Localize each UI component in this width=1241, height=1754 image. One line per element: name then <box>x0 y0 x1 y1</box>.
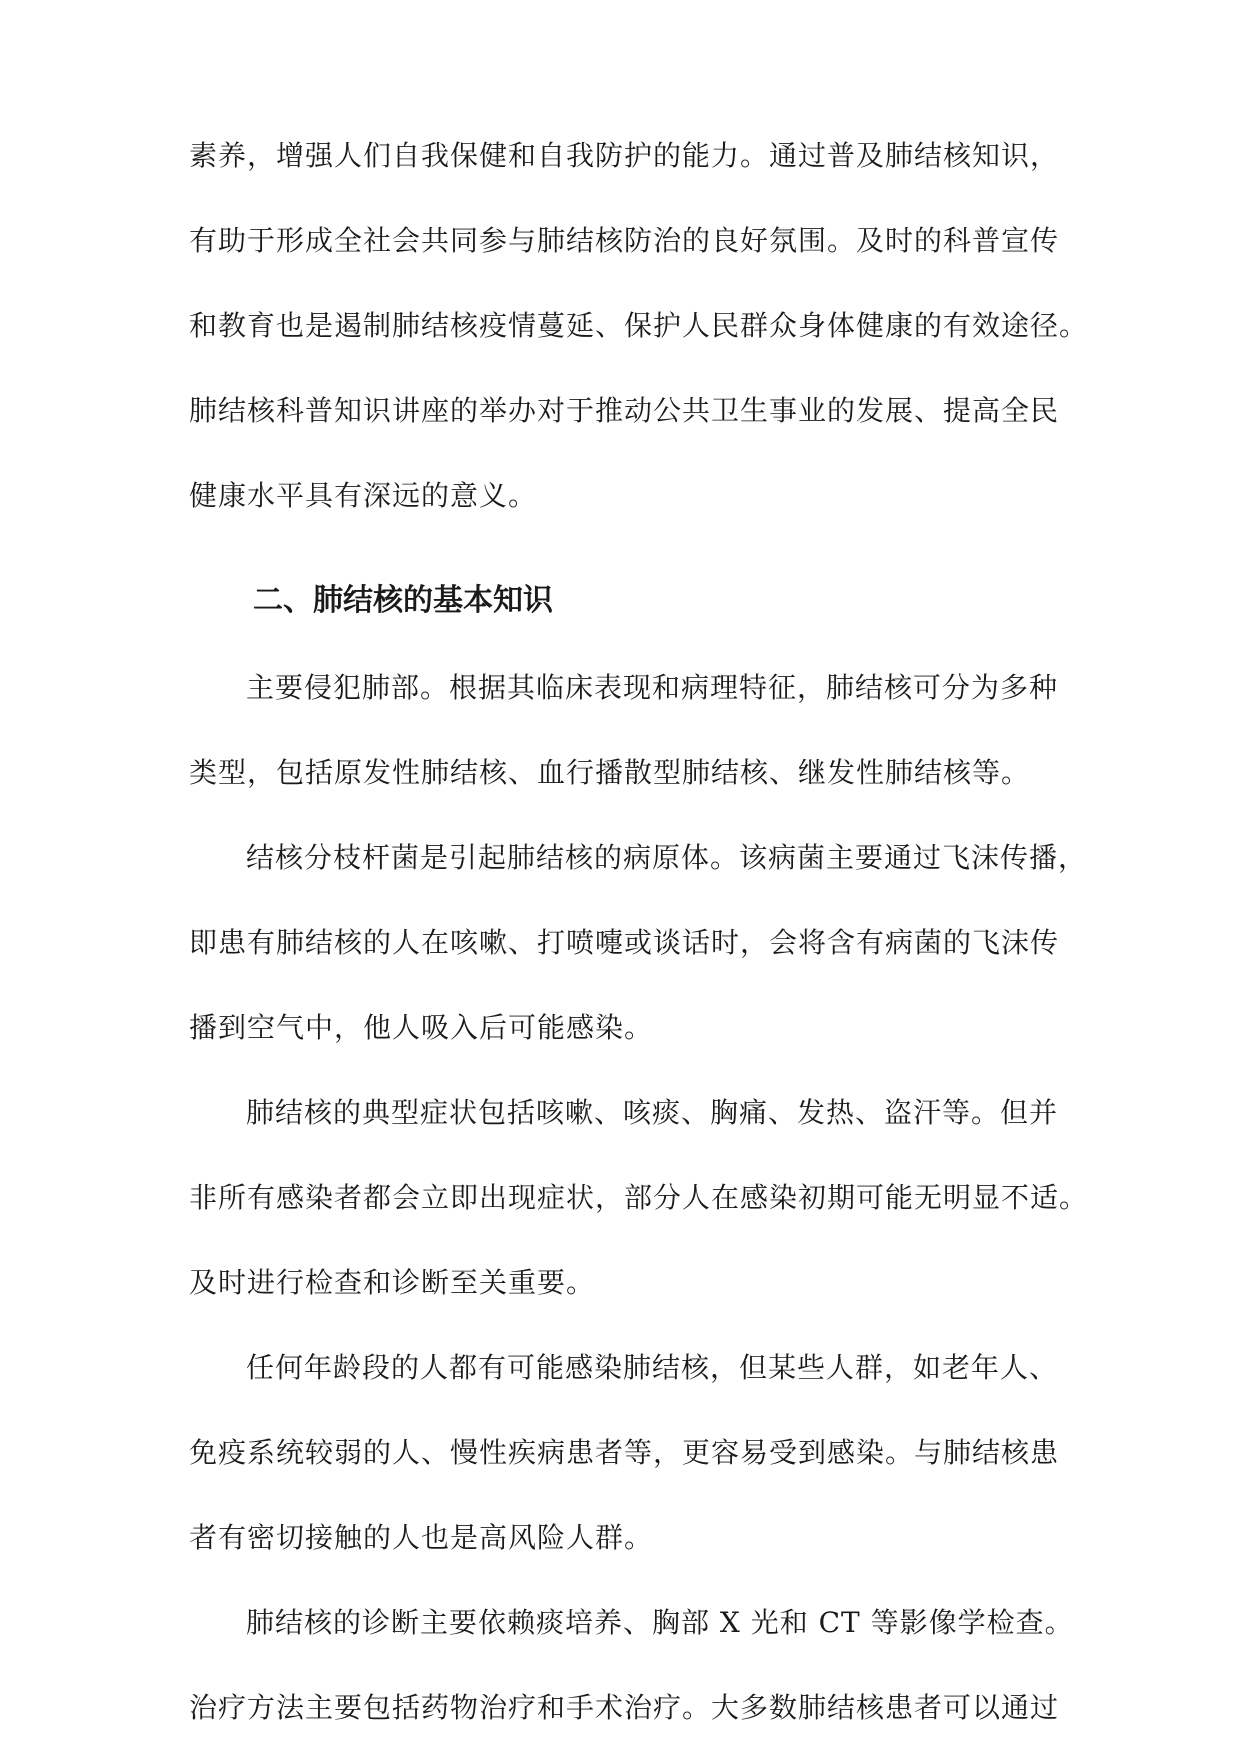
body-line-13: 治疗方法主要包括药物治疗和手术治疗。大多数肺结核患者可以通过 <box>189 1691 1060 1724</box>
body-line-6: 肺结核的典型症状包括咳嗽、咳痰、胸痛、发热、盗汗等。但并 <box>246 1096 1059 1129</box>
body-line-2: 类型，包括原发性肺结核、血行播散型肺结核、继发性肺结核等。 <box>189 756 1031 789</box>
intro-line-3: 和教育也是遏制肺结核疫情蔓延、保护人民群众身体健康的有效途径。 <box>189 309 1089 342</box>
body-line-11: 者有密切接触的人也是高风险人群。 <box>189 1521 654 1554</box>
intro-line-4: 肺结核科普知识讲座的举办对于推动公共卫生事业的发展、提高全民 <box>189 394 1060 427</box>
intro-line-5: 健康水平具有深远的意义。 <box>189 479 538 512</box>
body-line-5: 播到空气中，他人吸入后可能感染。 <box>189 1011 654 1044</box>
body-line-10: 免疫系统较弱的人、慢性疾病患者等，更容易受到感染。与肺结核患 <box>189 1436 1060 1469</box>
body-line-8: 及时进行检查和诊断至关重要。 <box>189 1266 596 1299</box>
body-line-1: 主要侵犯肺部。根据其临床表现和病理特征，肺结核可分为多种 <box>246 671 1059 704</box>
body-line-7: 非所有感染者都会立即出现症状，部分人在感染初期可能无明显不适。 <box>189 1181 1089 1214</box>
body-line-9: 任何年龄段的人都有可能感染肺结核，但某些人群，如老年人、 <box>246 1351 1059 1384</box>
body-line-4: 即患有肺结核的人在咳嗽、打喷嚏或谈话时，会将含有病菌的飞沫传 <box>189 926 1060 959</box>
intro-line-2: 有助于形成全社会共同参与肺结核防治的良好氛围。及时的科普宣传 <box>189 224 1060 257</box>
section-heading: 二、肺结核的基本知识 <box>253 583 553 618</box>
body-line-12: 肺结核的诊断主要依赖痰培养、胸部 X 光和 CT 等影像学检查。 <box>246 1606 1074 1639</box>
body-line-3: 结核分枝杆菌是引起肺结核的病原体。该病菌主要通过飞沫传播， <box>246 841 1088 874</box>
intro-line-1: 素养，增强人们自我保健和自我防护的能力。通过普及肺结核知识， <box>189 139 1060 172</box>
